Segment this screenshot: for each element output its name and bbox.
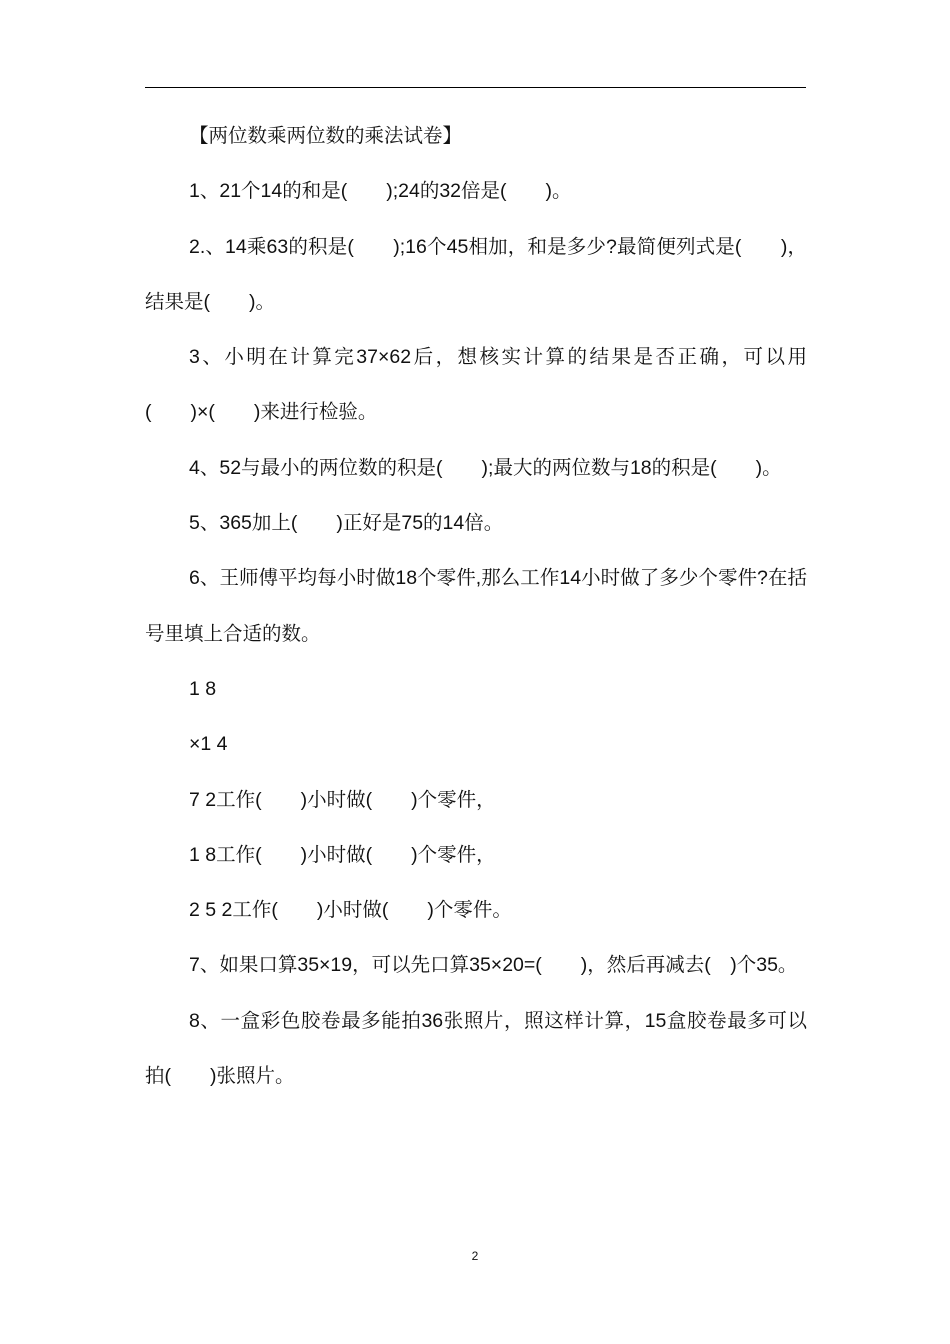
question-8: 8、一盒彩色胶卷最多能拍36张照片，照这样计算，15盒胶卷最多可以拍( )张照片。 [145, 1009, 807, 1088]
question-2: 2.、14乘63的积是( );16个45相加，和是多少?最简便列式是( )，结果是( )。 [145, 235, 807, 313]
page-number: 2 [471, 1249, 479, 1263]
question-3: 3、小明在计算完37×62后，想核实计算的结果是否正确，可以用( )×( )来进行检验。 [145, 346, 807, 424]
document-title: 【两位数乘两位数的乘法试卷】 [189, 125, 463, 147]
calc-line-total: 2 5 2工作( )小时做( )个零件。 [189, 899, 512, 922]
question-7: 7、如果口算35×19，可以先口算35×20=( )，然后再减去( )个35。 [189, 954, 798, 977]
calc-line-multiplicand: 1 8 [189, 677, 217, 700]
calc-line-partial-2: 1 8工作( )小时做( )个零件， [189, 843, 496, 866]
question-1: 1、21个14的和是( );24的32倍是( )。 [189, 180, 572, 203]
calc-line-multiplier: ×1 4 [189, 733, 228, 756]
document-body [145, 109, 807, 1104]
question-4: 4、52与最小的两位数的积是( );最大的两位数与18的积是( )。 [189, 456, 782, 479]
calc-line-partial-1: 7 2工作( )小时做( )个零件， [189, 788, 496, 811]
question-6: 6、王师傅平均每小时做18个零件,那么工作14小时做了多少个零件?在括号里填上合适的数。 [145, 567, 807, 645]
question-5: 5、365加上( )正好是75的14倍。 [189, 512, 504, 535]
header-rule [145, 87, 806, 88]
